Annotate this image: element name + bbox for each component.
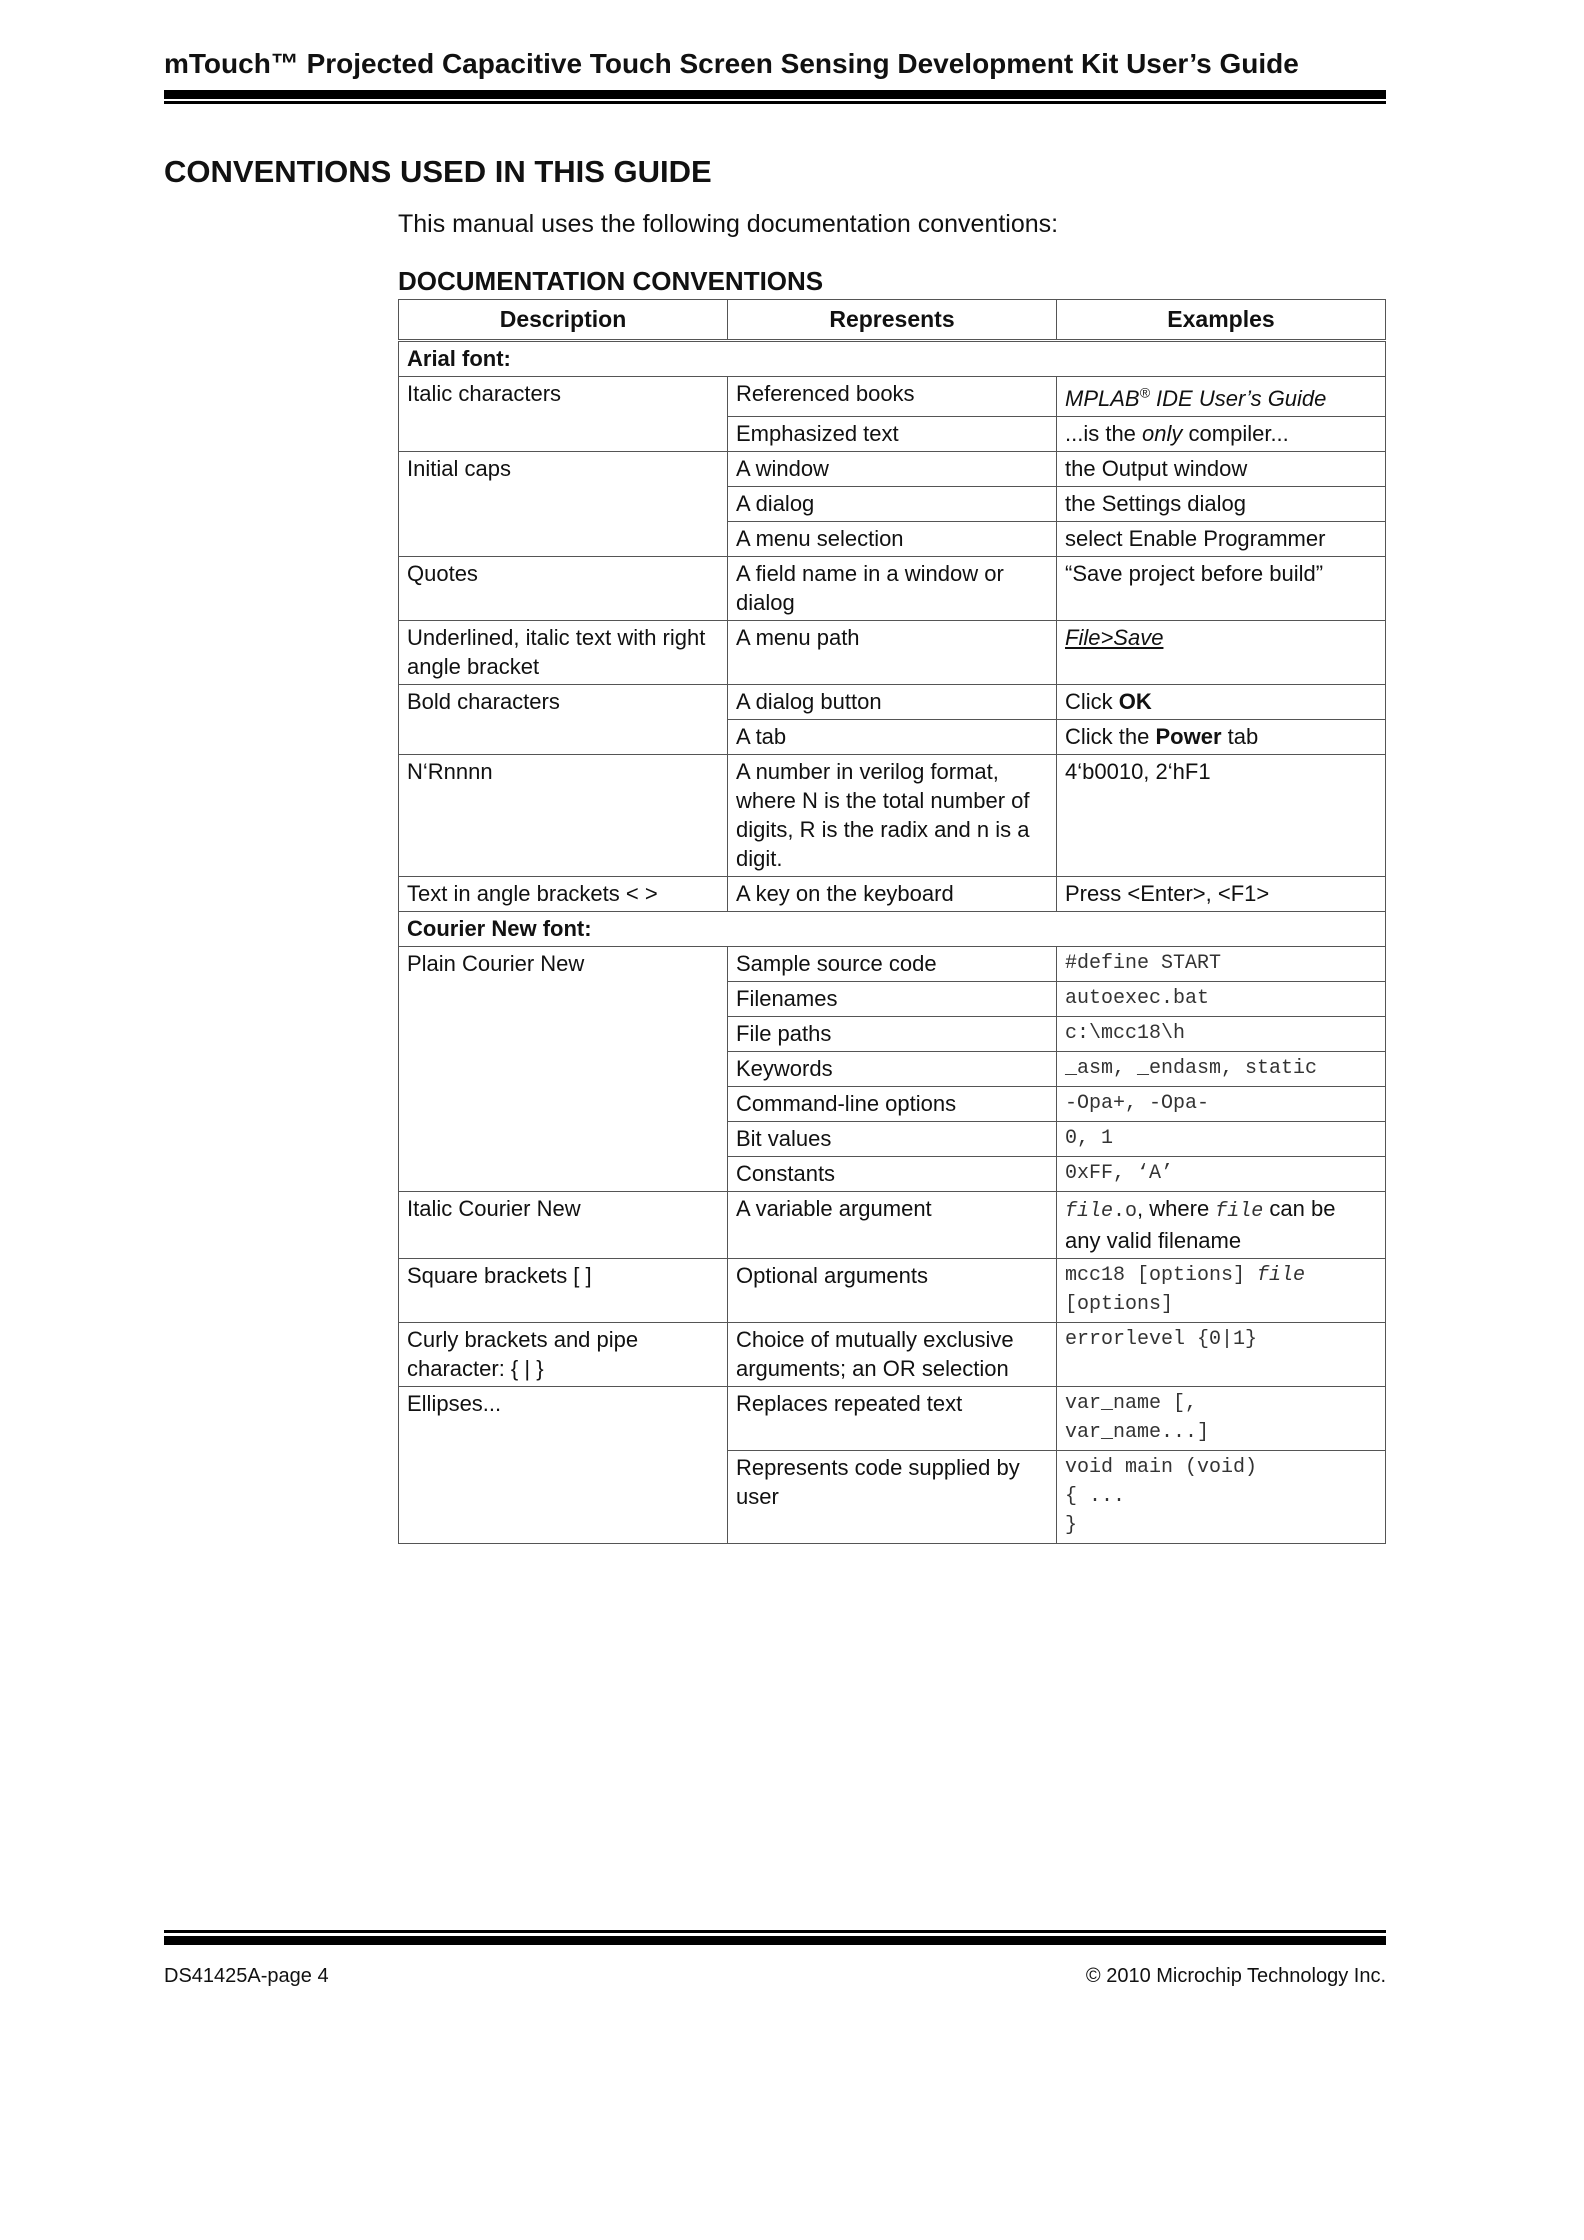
desc-cell: Italic Courier New	[399, 1192, 728, 1259]
example-text: compiler...	[1182, 421, 1289, 447]
example-text: MPLAB	[1065, 386, 1140, 412]
rep-cell: A menu selection	[728, 522, 1057, 557]
example-cell: 4‘b0010, 2‘hF1	[1057, 755, 1386, 877]
example-cell: autoexec.bat	[1057, 982, 1386, 1017]
rep-cell: A variable argument	[728, 1192, 1057, 1259]
footer-rule-thin	[164, 1930, 1386, 1933]
rep-cell: Replaces repeated text	[728, 1387, 1057, 1451]
example-text: Power	[1155, 724, 1222, 750]
example-cell	[1057, 1387, 1386, 1451]
rep-cell: A tab	[728, 720, 1057, 755]
table-title: DOCUMENTATION CONVENTIONS	[398, 266, 824, 296]
conventions-table	[398, 299, 1386, 1544]
example-text: [options]	[1065, 1293, 1174, 1317]
desc-cell: Text in angle brackets < >	[399, 877, 728, 912]
desc-cell: Quotes	[399, 557, 728, 621]
example-text: void main (void)	[1065, 1456, 1258, 1480]
desc-cell: Plain Courier New	[399, 947, 728, 1192]
example-text: OK	[1118, 689, 1152, 715]
example-cell: the Settings dialog	[1057, 487, 1386, 522]
rep-cell: Choice of mutually exclusive arguments; an OR selection	[728, 1323, 1057, 1387]
example-cell: “Save project before build”	[1057, 557, 1386, 621]
rep-cell: A field name in a window or dialog	[728, 557, 1057, 621]
example-cell	[1057, 720, 1386, 755]
rep-cell: Command-line options	[728, 1087, 1057, 1122]
example-text: IDE User’s Guide	[1149, 386, 1327, 412]
column-header: Examples	[1057, 300, 1386, 341]
footer-page-number: DS41425A-page 4	[164, 1965, 329, 1987]
table-row	[399, 947, 1386, 982]
rep-cell: Emphasized text	[728, 417, 1057, 452]
example-text: .o	[1113, 1200, 1138, 1224]
column-header: Represents	[728, 300, 1057, 341]
desc-cell: Square brackets [ ]	[399, 1259, 728, 1323]
header-rule-thin	[164, 101, 1386, 104]
example-cell	[1057, 1192, 1386, 1259]
table-header-row	[399, 300, 1386, 341]
example-text: only	[1142, 421, 1183, 447]
example-text: Click	[1065, 689, 1119, 715]
rep-cell: A dialog button	[728, 685, 1057, 720]
example-text: tab	[1221, 724, 1259, 750]
rep-cell: A number in verilog format, where N is the total number of digits, R is the radix and n is a digit.	[728, 755, 1057, 877]
rep-cell: Bit values	[728, 1122, 1057, 1157]
table-row	[399, 452, 1386, 487]
example-text: File>Save	[1065, 625, 1164, 651]
table-row	[399, 557, 1386, 621]
desc-cell: Italic characters	[399, 377, 728, 452]
registered-mark: ®	[1139, 385, 1150, 401]
table-row	[399, 755, 1386, 877]
example-text: Click the	[1065, 724, 1156, 750]
rep-cell: Represents code supplied by user	[728, 1451, 1057, 1544]
example-cell: c:\mcc18\h	[1057, 1017, 1386, 1052]
table-row	[399, 1259, 1386, 1323]
desc-cell: Initial caps	[399, 452, 728, 557]
example-text: , where	[1137, 1196, 1216, 1222]
rep-cell: Keywords	[728, 1052, 1057, 1087]
example-cell: _asm, _endasm, static	[1057, 1052, 1386, 1087]
example-text: mcc18 [options]	[1065, 1264, 1258, 1288]
table-row	[399, 685, 1386, 720]
group-row	[399, 912, 1386, 947]
example-cell: 0xFF, ‘A’	[1057, 1157, 1386, 1192]
group-row	[399, 341, 1386, 377]
desc-cell: Underlined, italic text with right angle bracket	[399, 621, 728, 685]
rep-cell: A menu path	[728, 621, 1057, 685]
example-cell: the Output window	[1057, 452, 1386, 487]
table-row	[399, 1387, 1386, 1451]
desc-cell: Bold characters	[399, 685, 728, 755]
rep-cell: A dialog	[728, 487, 1057, 522]
example-cell	[1057, 417, 1386, 452]
example-cell: -Opa+, -Opa-	[1057, 1087, 1386, 1122]
rep-cell: Constants	[728, 1157, 1057, 1192]
example-text: file	[1215, 1200, 1264, 1224]
section-title: CONVENTIONS USED IN THIS GUIDE	[164, 154, 712, 189]
rep-cell: Filenames	[728, 982, 1057, 1017]
desc-cell: Ellipses...	[399, 1387, 728, 1544]
intro-text: This manual uses the following documentation conventions:	[398, 210, 1059, 238]
table-row	[399, 621, 1386, 685]
example-cell	[1057, 621, 1386, 685]
rep-cell: A window	[728, 452, 1057, 487]
example-text: ...is the	[1065, 421, 1143, 447]
table-row	[399, 1323, 1386, 1387]
example-text: can be any valid filename	[1065, 1196, 1336, 1254]
example-text: file	[1257, 1264, 1306, 1288]
footer-rule-thick	[164, 1936, 1386, 1945]
example-cell: select Enable Programmer	[1057, 522, 1386, 557]
desc-cell: N‘Rnnnn	[399, 755, 728, 877]
rep-cell: File paths	[728, 1017, 1057, 1052]
example-cell	[1057, 685, 1386, 720]
example-cell: #define START	[1057, 947, 1386, 982]
group-label-courier: Courier New font:	[399, 912, 1386, 947]
table-row	[399, 377, 1386, 417]
example-text: }	[1065, 1514, 1078, 1538]
example-text: var_name [,	[1065, 1392, 1198, 1416]
example-cell	[1057, 1259, 1386, 1323]
example-text: file	[1065, 1200, 1114, 1224]
page-header-title: mTouch™ Projected Capacitive Touch Screen Sensing Development Kit User’s Guide	[164, 48, 1299, 79]
example-text: var_name...]	[1065, 1421, 1210, 1445]
example-cell: errorlevel {0|1}	[1057, 1323, 1386, 1387]
rep-cell: Sample source code	[728, 947, 1057, 982]
rep-cell: A key on the keyboard	[728, 877, 1057, 912]
footer-copyright: © 2010 Microchip Technology Inc.	[1085, 1965, 1386, 1987]
table-row	[399, 877, 1386, 912]
example-text: { ...	[1065, 1485, 1126, 1509]
group-label-arial: Arial font:	[399, 341, 1386, 377]
example-cell: 0, 1	[1057, 1122, 1386, 1157]
header-rule-thick	[164, 90, 1386, 99]
example-cell	[1057, 1451, 1386, 1544]
example-cell	[1057, 377, 1386, 417]
rep-cell: Referenced books	[728, 377, 1057, 417]
example-cell: Press <Enter>, <F1>	[1057, 877, 1386, 912]
column-header: Description	[399, 300, 728, 341]
table-row	[399, 1192, 1386, 1259]
desc-cell: Curly brackets and pipe character: { | }	[399, 1323, 728, 1387]
rep-cell: Optional arguments	[728, 1259, 1057, 1323]
